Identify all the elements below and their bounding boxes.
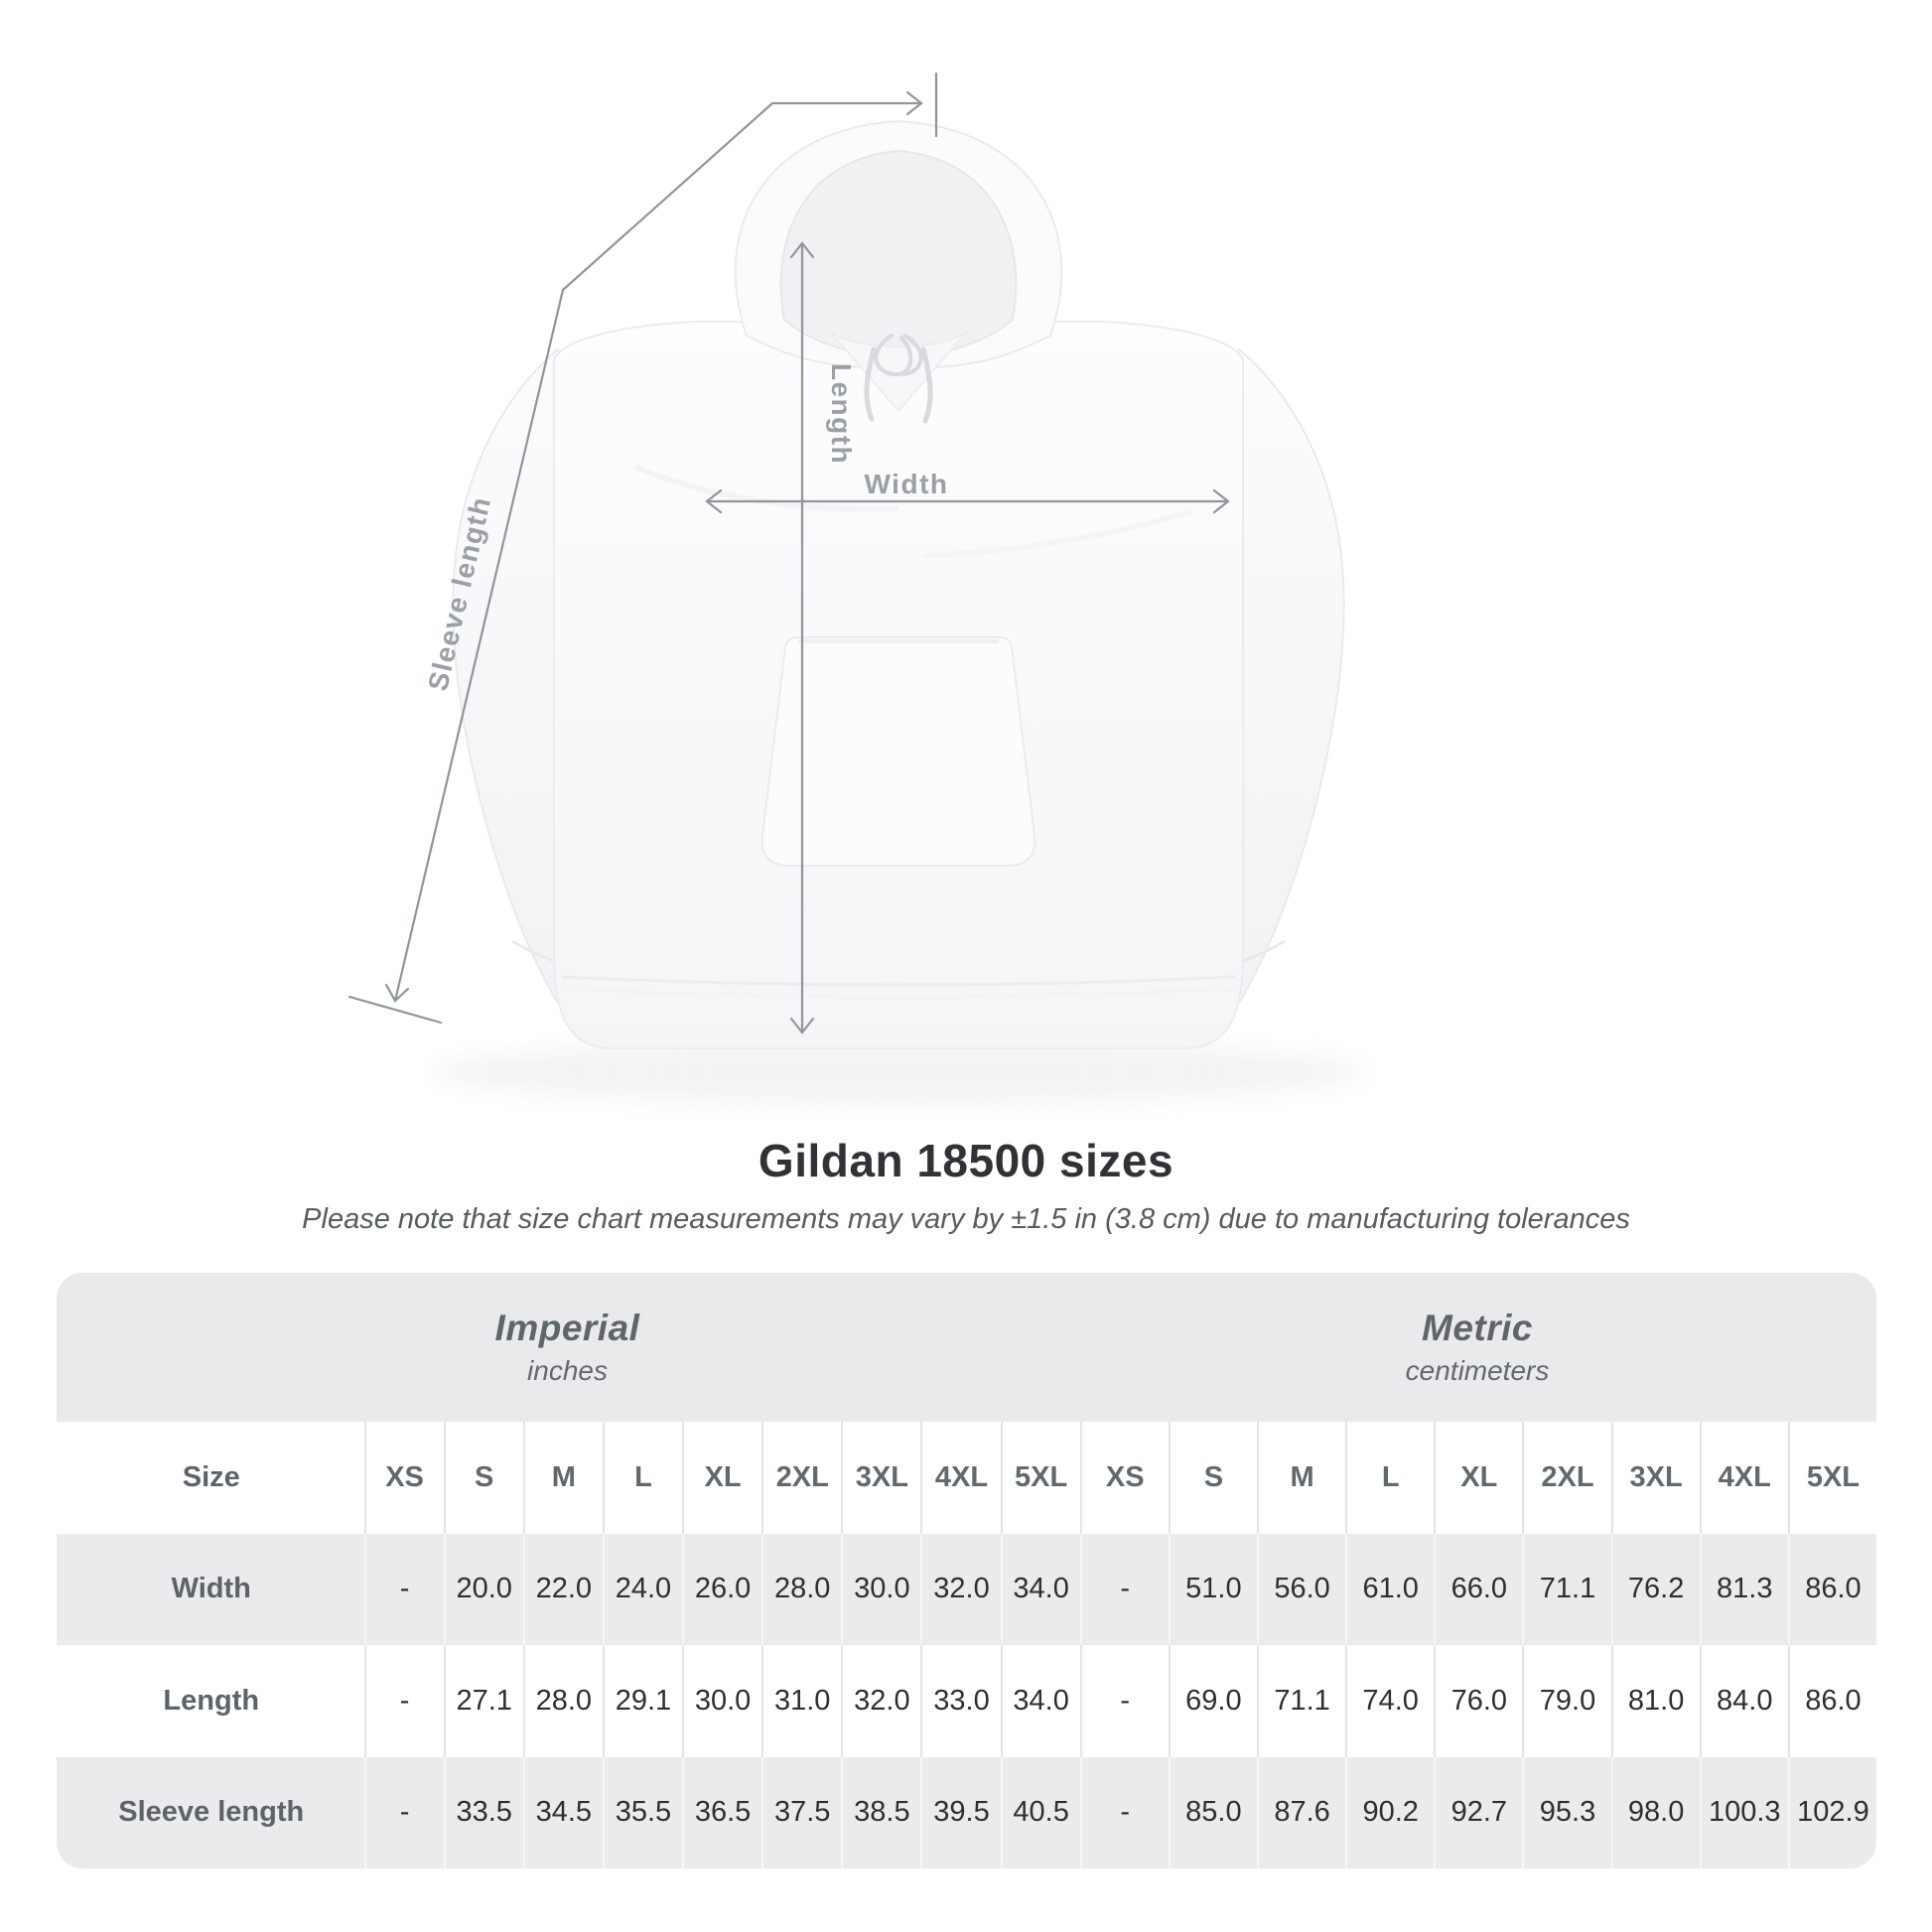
- hoodie: [453, 121, 1343, 1048]
- value-cell-imperial: 30.0: [841, 1534, 920, 1646]
- size-header-cell-imperial: 5XL: [1001, 1422, 1080, 1534]
- value-cell-metric: 90.2: [1345, 1757, 1434, 1869]
- value-cell-imperial: 34.0: [1001, 1534, 1080, 1646]
- value-cell-metric: 66.0: [1434, 1534, 1522, 1646]
- size-header-cell-metric: S: [1169, 1422, 1257, 1534]
- row-label: Length: [163, 1684, 260, 1717]
- measurement-row: [57, 1534, 1876, 1646]
- value-cell-imperial: 39.5: [920, 1757, 1000, 1869]
- size-header-cell-metric: 5XL: [1788, 1422, 1876, 1534]
- value-cell-imperial: 27.1: [444, 1645, 523, 1757]
- value-cell-metric: 81.0: [1611, 1645, 1700, 1757]
- size-header-cell-imperial: S: [444, 1422, 523, 1534]
- size-header-cell-metric: L: [1345, 1422, 1434, 1534]
- value-cell-metric: 74.0: [1345, 1645, 1434, 1757]
- size-header-cell-metric: M: [1257, 1422, 1345, 1534]
- value-cell-imperial: 33.5: [444, 1757, 523, 1869]
- value-cell-imperial: 30.0: [682, 1645, 761, 1757]
- value-cell-metric: -: [1080, 1534, 1169, 1646]
- size-header-row: [57, 1422, 1876, 1534]
- value-cell-metric: 87.6: [1257, 1757, 1345, 1869]
- value-cell-metric: 69.0: [1169, 1645, 1257, 1757]
- unit-group-unit: inches: [527, 1355, 608, 1386]
- size-table: [57, 1273, 1876, 1868]
- unit-group-name: Imperial: [494, 1308, 640, 1348]
- size-header-cell-metric: 3XL: [1611, 1422, 1700, 1534]
- value-cell-metric: 95.3: [1522, 1757, 1610, 1869]
- value-cell-imperial: 33.0: [920, 1645, 1000, 1757]
- value-cell-metric: -: [1080, 1645, 1169, 1757]
- row-label: Width: [171, 1573, 251, 1605]
- value-cell-imperial: 40.5: [1001, 1757, 1080, 1869]
- value-cell-imperial: 22.0: [523, 1534, 603, 1646]
- value-cell-imperial: 26.0: [682, 1534, 761, 1646]
- size-header-cell-imperial: XS: [364, 1422, 444, 1534]
- length-label: Length: [826, 362, 857, 466]
- size-header-cell-imperial: 3XL: [841, 1422, 920, 1534]
- tolerance-note: Please note that size chart measurements may vary by ±1.5 in (3.8 cm) due to manufacturing tolerances: [302, 1203, 1630, 1235]
- unit-band: [57, 1273, 1876, 1422]
- measurement-row: [57, 1645, 1876, 1757]
- value-cell-imperial: 31.0: [761, 1645, 841, 1757]
- value-cell-imperial: -: [364, 1757, 444, 1869]
- value-cell-imperial: 28.0: [523, 1645, 603, 1757]
- unit-group: [1078, 1273, 1876, 1422]
- size-header-cell-imperial: 4XL: [920, 1422, 1000, 1534]
- value-cell-metric: 71.1: [1257, 1645, 1345, 1757]
- value-cell-imperial: 34.0: [1001, 1645, 1080, 1757]
- value-cell-metric: 51.0: [1169, 1534, 1257, 1646]
- value-cell-imperial: 32.0: [841, 1645, 920, 1757]
- size-column-header: Size: [182, 1460, 240, 1493]
- value-cell-imperial: 34.5: [523, 1757, 603, 1869]
- value-cell-imperial: 35.5: [603, 1757, 682, 1869]
- value-cell-metric: 71.1: [1522, 1534, 1610, 1646]
- page-title: Gildan 18500 sizes: [758, 1135, 1174, 1186]
- measurement-row: [57, 1757, 1876, 1869]
- size-header-cell-imperial: XL: [682, 1422, 761, 1534]
- value-cell-metric: 84.0: [1700, 1645, 1788, 1757]
- unit-group: [57, 1273, 1078, 1422]
- value-cell-metric: 56.0: [1257, 1534, 1345, 1646]
- value-cell-metric: 85.0: [1169, 1757, 1257, 1869]
- value-cell-metric: 81.3: [1700, 1534, 1788, 1646]
- size-header-cell-metric: 4XL: [1700, 1422, 1788, 1534]
- value-cell-metric: -: [1080, 1757, 1169, 1869]
- size-header-cell-imperial: L: [603, 1422, 682, 1534]
- sleeve-length-label: Sleeve length: [422, 492, 497, 694]
- value-cell-metric: 76.2: [1611, 1534, 1700, 1646]
- value-cell-metric: 76.0: [1434, 1645, 1522, 1757]
- value-cell-imperial: -: [364, 1645, 444, 1757]
- value-cell-metric: 86.0: [1788, 1645, 1876, 1757]
- size-header-cell-metric: XL: [1434, 1422, 1522, 1534]
- size-header-cell-metric: XS: [1080, 1422, 1169, 1534]
- value-cell-imperial: 38.5: [841, 1757, 920, 1869]
- value-cell-metric: 98.0: [1611, 1757, 1700, 1869]
- value-cell-imperial: 29.1: [603, 1645, 682, 1757]
- unit-group-unit: centimeters: [1405, 1355, 1550, 1386]
- size-header-cell-metric: 2XL: [1522, 1422, 1610, 1534]
- value-cell-metric: 92.7: [1434, 1757, 1522, 1869]
- unit-group-name: Metric: [1422, 1308, 1533, 1348]
- value-cell-imperial: 20.0: [444, 1534, 523, 1646]
- hoodie-shadow: [432, 1040, 1365, 1104]
- value-cell-metric: 100.3: [1700, 1757, 1788, 1869]
- value-cell-imperial: 32.0: [920, 1534, 1000, 1646]
- value-cell-metric: 102.9: [1788, 1757, 1876, 1869]
- value-cell-imperial: 37.5: [761, 1757, 841, 1869]
- size-header-cell-imperial: 2XL: [761, 1422, 841, 1534]
- row-label: Sleeve length: [118, 1796, 305, 1829]
- size-header-cell-imperial: M: [523, 1422, 603, 1534]
- value-cell-metric: 79.0: [1522, 1645, 1610, 1757]
- value-cell-metric: 86.0: [1788, 1534, 1876, 1646]
- value-cell-metric: 61.0: [1345, 1534, 1434, 1646]
- width-label: Width: [864, 469, 949, 499]
- value-cell-imperial: -: [364, 1534, 444, 1646]
- value-cell-imperial: 24.0: [603, 1534, 682, 1646]
- value-cell-imperial: 28.0: [761, 1534, 841, 1646]
- value-cell-imperial: 36.5: [682, 1757, 761, 1869]
